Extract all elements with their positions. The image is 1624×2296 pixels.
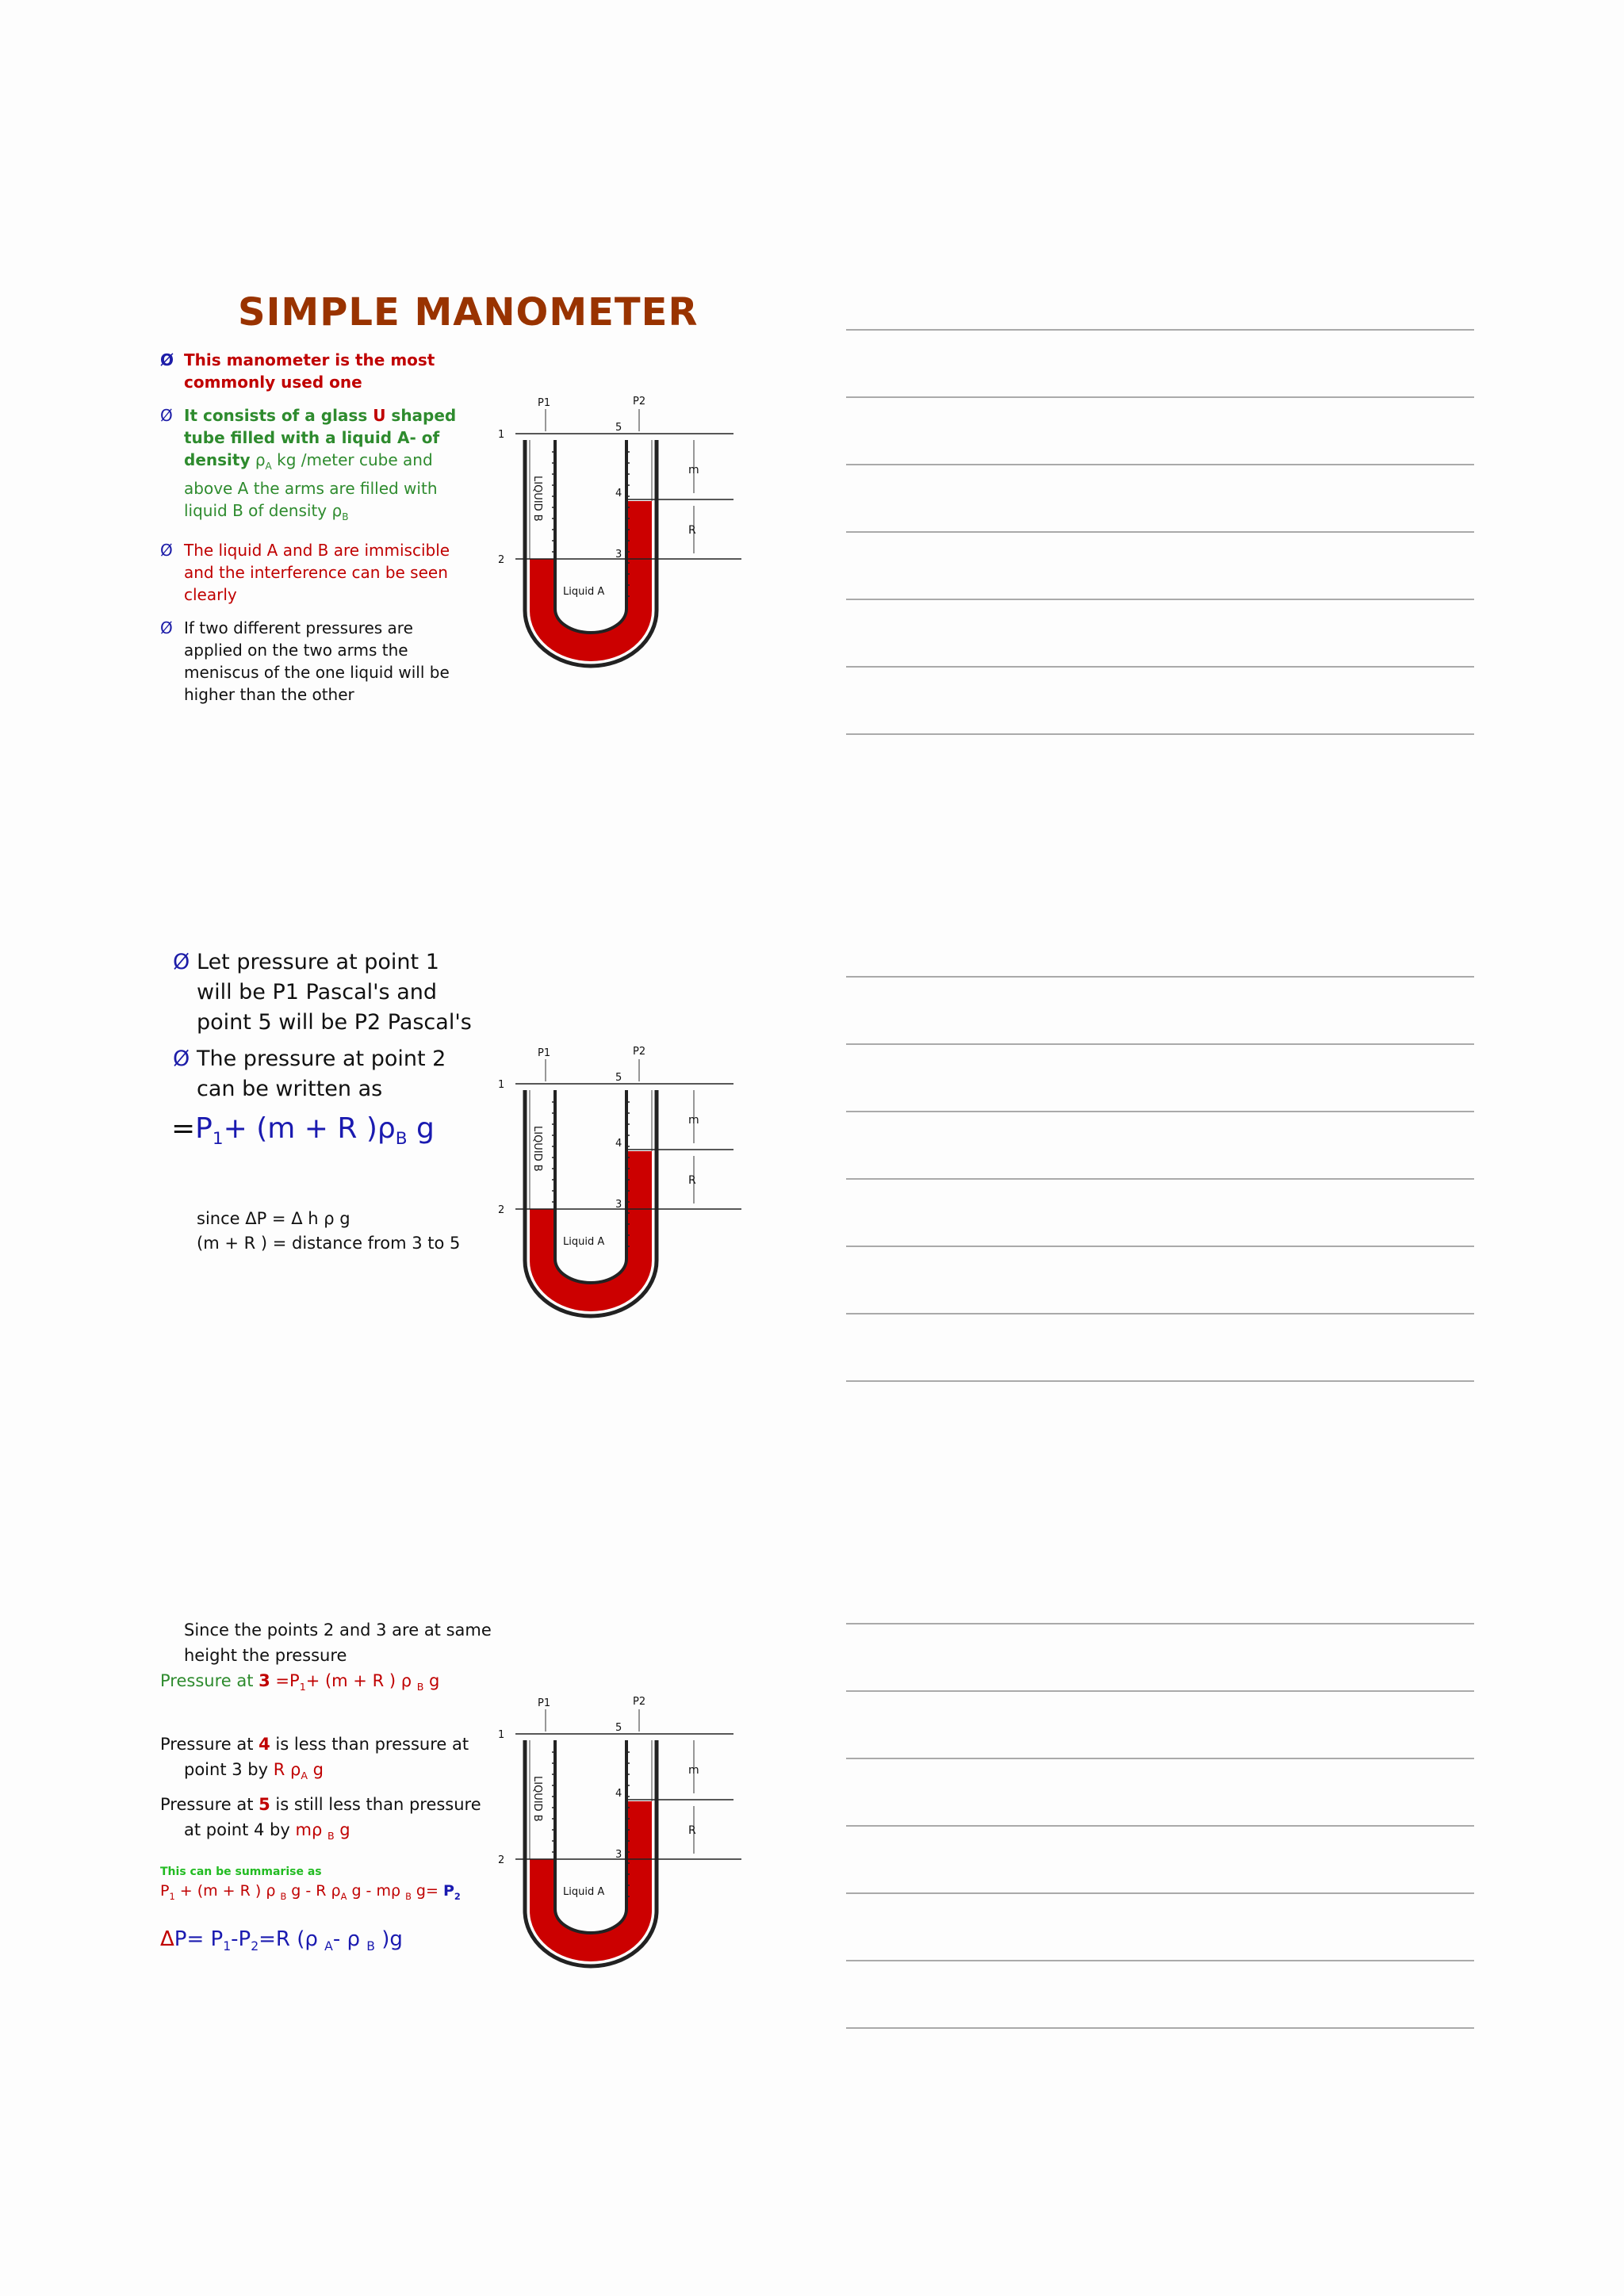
note-line xyxy=(846,396,1474,398)
label-p1: P1 xyxy=(538,1697,551,1709)
liquid-a-fill xyxy=(530,501,652,661)
manometer-svg xyxy=(484,1047,753,1332)
label-p2: P2 xyxy=(633,1047,646,1058)
pressure-at-3: Pressure at $3 =P_1+ (m + R$ ) ρ $_B$ g xyxy=(160,1671,440,1693)
note-line xyxy=(846,1825,1474,1827)
label-m: m xyxy=(688,1114,699,1127)
label-m: m xyxy=(688,1764,699,1777)
tube-inner xyxy=(555,1740,626,1933)
note-line xyxy=(846,976,1474,978)
note-line xyxy=(846,1246,1474,1247)
tube-inner xyxy=(555,1090,626,1283)
slide-2 xyxy=(143,936,777,1490)
note-line xyxy=(846,2027,1474,2029)
note-line xyxy=(846,531,1474,533)
slide-3 xyxy=(143,1601,777,2156)
label-point-5: 5 xyxy=(615,1722,622,1734)
bullet-list xyxy=(173,947,474,1256)
pressure-at-5: Pressure at 5 is still less than pressure at point 4 by mρ $_B$ g xyxy=(160,1795,481,1843)
label-liquid-b: LIQUID B xyxy=(531,1126,543,1172)
label-point-5: 5 xyxy=(615,422,622,434)
label-p1: P1 xyxy=(538,1047,551,1059)
pressure-at-4: Pressure at 4 is less than pressure at point 3 by R $\rho_A$ g xyxy=(160,1735,469,1782)
note-line xyxy=(846,1380,1474,1382)
bullet-arrow-icon: Ø xyxy=(160,618,173,637)
note-line xyxy=(846,1892,1474,1894)
bullet-arrow-icon: Ø xyxy=(173,950,190,974)
bullet-arrow-icon: Ø xyxy=(160,541,173,560)
bullet-arrow-icon: Ø xyxy=(173,1047,190,1071)
note-line xyxy=(846,464,1474,465)
pressure-equation: $=P_1+ (m + R$ )$\rho_B$ g xyxy=(171,1112,435,1150)
label-point-4: 4 xyxy=(615,1138,622,1150)
note-line xyxy=(846,1178,1474,1180)
label-point-3: 3 xyxy=(615,1199,622,1211)
liquid-a-fill xyxy=(530,1151,652,1311)
tube-inner xyxy=(555,440,626,633)
note-line xyxy=(846,1111,1474,1112)
manometer-svg xyxy=(484,1697,753,1982)
note-line xyxy=(846,666,1474,668)
manometer-diagram xyxy=(484,396,753,682)
label-p2: P2 xyxy=(633,396,646,408)
bullet-arrow-icon: Ø xyxy=(160,350,174,369)
note-line xyxy=(846,1690,1474,1692)
summary-equation: $P_1 + (m + R$ ) ρ $_B$ g - R $\rho_A$ g - mρ $_B$ $g= P_2$ xyxy=(160,1881,461,1902)
derivation-text: Since the points 2 and 3 are at same height the pressure Pressure at $3 =P_1+ (m + R$ ) ρ $_B$ g Pressure at 4 is less than pressure at point 3 by R $\rho_A$ g Pressure at 5 is still less than pressure at point 4 by mρ $_B$ g This can be summarise as $P_1 + (m + R$ ) ρ $_B$ g - R $\rho_A$ g - mρ $_B$ $g= P_2$ $\Delta P= P_1-P_2=R$ (ρ $_A$- ρ $_B$ )g xyxy=(160,1617,493,1961)
label-point-2: 2 xyxy=(498,1854,505,1866)
note-line xyxy=(846,1623,1474,1624)
label-r: R xyxy=(688,1824,696,1837)
label-r: R xyxy=(688,1174,696,1187)
liquid-a-fill xyxy=(530,1801,652,1961)
label-liquid-a: Liquid A xyxy=(563,1886,605,1898)
final-equation: $\Delta P= P_1-P_2=R$ (ρ $_A$- ρ $_B$ )g xyxy=(160,1927,403,1954)
label-point-1: 1 xyxy=(498,1729,505,1741)
label-point-2: 2 xyxy=(498,554,505,566)
note-line xyxy=(846,599,1474,600)
label-liquid-a: Liquid A xyxy=(563,1236,605,1248)
label-liquid-b: LIQUID B xyxy=(531,1776,543,1822)
note-line xyxy=(846,1960,1474,1961)
note-line xyxy=(846,1758,1474,1759)
manometer-svg xyxy=(484,396,753,682)
bullet-2: Ø It consists of a glass U shaped tube filled with a liquid A- of density $\rho_A$ kg /meter cube and above A the arms are filled with liquid B of density $\rho_B$ xyxy=(160,406,457,522)
label-point-5: 5 xyxy=(615,1072,622,1084)
label-p2: P2 xyxy=(633,1697,646,1708)
label-point-4: 4 xyxy=(615,488,622,499)
label-point-3: 3 xyxy=(615,1849,622,1861)
note-line xyxy=(846,329,1474,331)
bullet-4: Ø If two different pressures are applied on the two arms the meniscus of the one liquid will be higher than the other xyxy=(160,618,450,704)
label-point-2: 2 xyxy=(498,1204,505,1216)
label-liquid-a: Liquid A xyxy=(563,586,605,598)
note-line xyxy=(846,1043,1474,1045)
bullet-2: Ø The pressure at point 2 can be written as xyxy=(173,1044,474,1104)
label-p1: P1 xyxy=(538,397,551,409)
label-point-1: 1 xyxy=(498,1079,505,1091)
label-liquid-b: LIQUID B xyxy=(531,476,543,522)
slide-title: SIMPLE MANOMETER xyxy=(238,290,699,335)
label-point-1: 1 xyxy=(498,429,505,441)
bullet-1: Ø This manometer is the most commonly used one xyxy=(160,350,435,392)
bullet-arrow-icon: Ø xyxy=(160,406,173,425)
manometer-diagram xyxy=(484,1047,753,1332)
bullet-list xyxy=(160,349,469,717)
label-point-3: 3 xyxy=(615,549,622,561)
label-point-4: 4 xyxy=(615,1788,622,1800)
label-r: R xyxy=(688,524,696,537)
manometer-diagram xyxy=(484,1697,753,1982)
label-m: m xyxy=(688,464,699,476)
bullet-3: Ø The liquid A and B are immiscible and the interference can be seen clearly xyxy=(160,541,450,604)
bullet-1: Ø Let pressure at point 1 will be P1 Pascal's and point 5 will be P2 Pascal's xyxy=(173,947,474,1038)
note-line xyxy=(846,1313,1474,1314)
slide-1 xyxy=(143,285,777,840)
notes-text: since ΔP = Δ h ρ g (m + R ) = distance from 3 to 5 xyxy=(197,1209,461,1253)
note-line xyxy=(846,733,1474,735)
